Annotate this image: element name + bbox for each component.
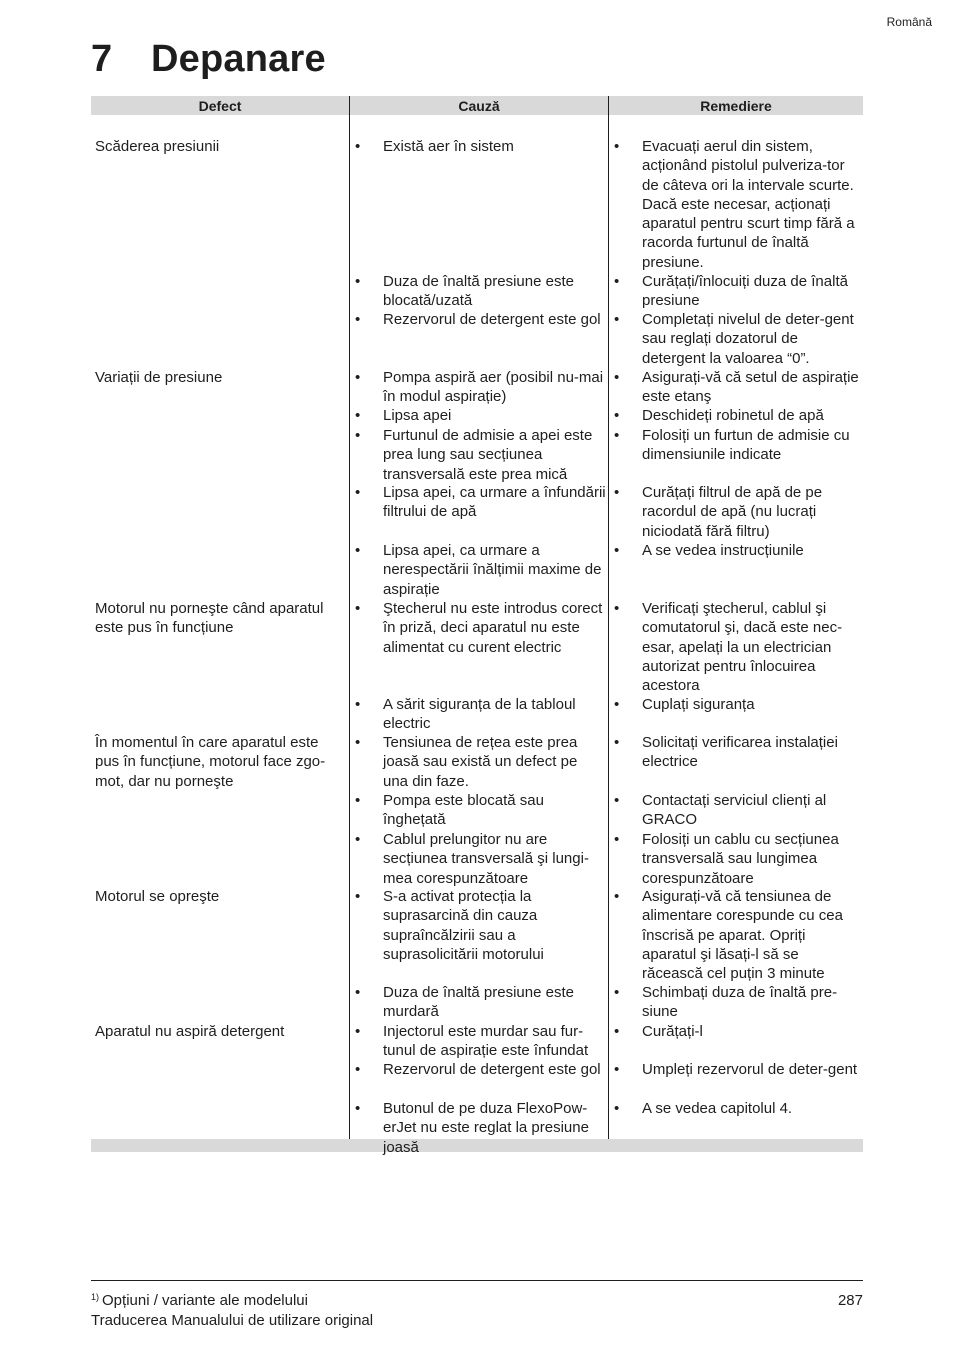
section-title: Depanare bbox=[151, 38, 326, 80]
page-number: 287 bbox=[837, 1292, 863, 1309]
remedy-text: Curățați-l bbox=[642, 1023, 703, 1040]
remedy-text: A se vedea instrucțiunile bbox=[642, 542, 804, 559]
bullet-icon: • bbox=[614, 831, 620, 848]
cause-text: Duza de înaltă presiune este murdară bbox=[383, 984, 574, 1021]
defect-text: Motorul nu porneşte când aparatul este pus în funcțiune bbox=[95, 600, 324, 637]
cause-text: Există aer în sistem bbox=[383, 138, 514, 155]
remedy-text: Evacuați aerul din sistem, acționând pistolul pulveriza-tor de câteva ori la intervale scurte. Dacă este necesar, acționați aparatul pentru scurt timp fără a racorda furtunul de înaltă presiune. bbox=[642, 138, 855, 271]
remedy-text: Curățați filtrul de apă de pe racordul de apă (nu lucrați niciodată fără filtru) bbox=[642, 484, 823, 540]
bullet-icon: • bbox=[614, 407, 620, 424]
bullet-icon: • bbox=[355, 792, 361, 809]
cause-text: Tensiunea de rețea este prea joasă sau există un defect pe una din faze. bbox=[383, 734, 578, 790]
bullet-icon: • bbox=[355, 138, 361, 155]
cause-text: Lipsa apei bbox=[383, 407, 452, 424]
bullet-icon: • bbox=[355, 696, 361, 713]
remedy-text: Schimbați duza de înaltă pre-siune bbox=[642, 984, 838, 1021]
bullet-icon: • bbox=[355, 1100, 361, 1117]
bullet-icon: • bbox=[355, 600, 361, 617]
cause-text: Butonul de pe duza FlexoPow-erJet nu este reglat la presiune joasă bbox=[383, 1100, 589, 1156]
bullet-icon: • bbox=[614, 138, 620, 155]
cause-text: A sărit siguranța de la tabloul electric bbox=[383, 696, 576, 733]
remedy-text: Asigurați-vă că tensiunea de alimentare corespunde cu cea înscrisă pe aparat. Opriți aparatul şi lăsați-l să se răcească cel puțin 3 minute bbox=[642, 888, 843, 983]
bullet-icon: • bbox=[614, 1023, 620, 1040]
bullet-icon: • bbox=[614, 696, 620, 713]
language-label: Română bbox=[886, 15, 932, 29]
troubleshooting-table bbox=[91, 96, 863, 1156]
cause-text: Pompa este blocată sau înghețată bbox=[383, 792, 544, 829]
defect-text: Scăderea presiunii bbox=[95, 138, 220, 155]
bullet-icon: • bbox=[355, 542, 361, 559]
remedy-text: Verificați ştecherul, cablul şi comutatorul şi, dacă este nec-esar, apelați la un electrician autorizat pentru înlocuirea acestora bbox=[642, 600, 843, 695]
bullet-icon: • bbox=[614, 792, 620, 809]
defect-text: Variații de presiune bbox=[95, 369, 223, 386]
bullet-icon: • bbox=[355, 369, 361, 386]
table-body bbox=[91, 115, 863, 1156]
bullet-icon: • bbox=[355, 984, 361, 1001]
section-number: 7 bbox=[91, 38, 113, 80]
bullet-icon: • bbox=[355, 484, 361, 501]
remedy-text: Asigurați-vă că setul de aspirație este etanş bbox=[642, 369, 859, 406]
bullet-icon: • bbox=[614, 984, 620, 1001]
table-header bbox=[91, 96, 863, 115]
page-title bbox=[91, 38, 326, 81]
bullet-icon: • bbox=[614, 1100, 620, 1117]
bullet-icon: • bbox=[355, 407, 361, 424]
cause-text: Lipsa apei, ca urmare a nerespectării înălțimii maxime de aspirație bbox=[383, 542, 602, 598]
remedy-text: Curățați/înlocuiți duza de înaltă presiune bbox=[642, 273, 848, 310]
footnote bbox=[91, 1292, 308, 1309]
bullet-icon: • bbox=[614, 888, 620, 905]
remedy-text: A se vedea capitolul 4. bbox=[642, 1100, 793, 1117]
cause-text: Ştecherul nu este introdus corect în priză, deci aparatul nu este alimentat cu curent electric bbox=[383, 600, 603, 656]
cause-text: Furtunul de admisie a apei este prea lung sau secțiunea transversală este prea mică bbox=[383, 427, 593, 483]
bullet-icon: • bbox=[355, 273, 361, 290]
cause-column bbox=[349, 115, 608, 1156]
bullet-icon: • bbox=[614, 369, 620, 386]
bullet-icon: • bbox=[355, 888, 361, 905]
remedy-text: Deschideți robinetul de apă bbox=[642, 407, 824, 424]
header-remedy: Remediere bbox=[608, 96, 863, 115]
remedy-text: Contactați serviciul clienți al GRACO bbox=[642, 792, 827, 829]
remedy-text: Folosiți un furtun de admisie cu dimensiunile indicate bbox=[642, 427, 850, 464]
cause-text: Injectorul este murdar sau fur-tunul de aspirație este înfundat bbox=[383, 1023, 589, 1060]
remedy-text: Umpleți rezervorul de deter-gent bbox=[642, 1061, 858, 1078]
remedy-text: Folosiți un cablu cu secțiunea transversală sau lungimea corespunzătoare bbox=[642, 831, 839, 887]
translation-note: Traducerea Manualului de utilizare original bbox=[91, 1312, 374, 1329]
cause-text: Lipsa apei, ca urmare a înfundării filtrului de apă bbox=[383, 484, 606, 521]
bullet-icon: • bbox=[614, 273, 620, 290]
footnote-mark: 1) bbox=[91, 1292, 100, 1302]
bullet-icon: • bbox=[355, 831, 361, 848]
cause-text: Duza de înaltă presiune este blocată/uzată bbox=[383, 273, 574, 310]
bullet-icon: • bbox=[355, 311, 361, 328]
bullet-icon: • bbox=[355, 1023, 361, 1040]
bullet-icon: • bbox=[614, 734, 620, 751]
bullet-icon: • bbox=[355, 734, 361, 751]
bullet-icon: • bbox=[614, 311, 620, 328]
bullet-icon: • bbox=[355, 427, 361, 444]
defect-text: Aparatul nu aspiră detergent bbox=[95, 1023, 285, 1040]
bullet-icon: • bbox=[355, 1061, 361, 1078]
header-cause: Cauză bbox=[349, 96, 608, 115]
cause-text: Cablul prelungitor nu are secțiunea transversală şi lungi-mea corespunzătoare bbox=[383, 831, 589, 887]
cause-text: Pompa aspiră aer (posibil nu-mai în modul aspirație) bbox=[383, 369, 604, 406]
bullet-icon: • bbox=[614, 542, 620, 559]
footer-divider bbox=[91, 1280, 863, 1281]
cause-text: S-a activat protecția la suprasarcină din cauza supraîncălzirii sau a suprasolicitării motorului bbox=[383, 888, 544, 963]
remedy-text: Completați nivelul de deter-gent sau reglați dozatorul de detergent la valoarea “0”. bbox=[642, 311, 854, 367]
remedy-text: Cuplați siguranța bbox=[642, 696, 755, 713]
remedy-text: Solicitați verificarea instalației electrice bbox=[642, 734, 838, 771]
cause-text: Rezervorul de detergent este gol bbox=[383, 311, 601, 328]
footnote-text: Opțiuni / variante ale modelului bbox=[102, 1292, 308, 1309]
bullet-icon: • bbox=[614, 600, 620, 617]
bullet-icon: • bbox=[614, 1061, 620, 1078]
cause-text: Rezervorul de detergent este gol bbox=[383, 1061, 601, 1078]
defect-text: Motorul se opreşte bbox=[95, 888, 220, 905]
header-defect: Defect bbox=[198, 97, 242, 114]
bullet-icon: • bbox=[614, 484, 620, 501]
bullet-icon: • bbox=[614, 427, 620, 444]
remedy-column bbox=[608, 115, 863, 1139]
defect-text: În momentul în care aparatul este pus în funcțiune, motorul face zgo-mot, dar nu porneşte bbox=[95, 734, 326, 790]
defect-column bbox=[91, 115, 349, 1139]
